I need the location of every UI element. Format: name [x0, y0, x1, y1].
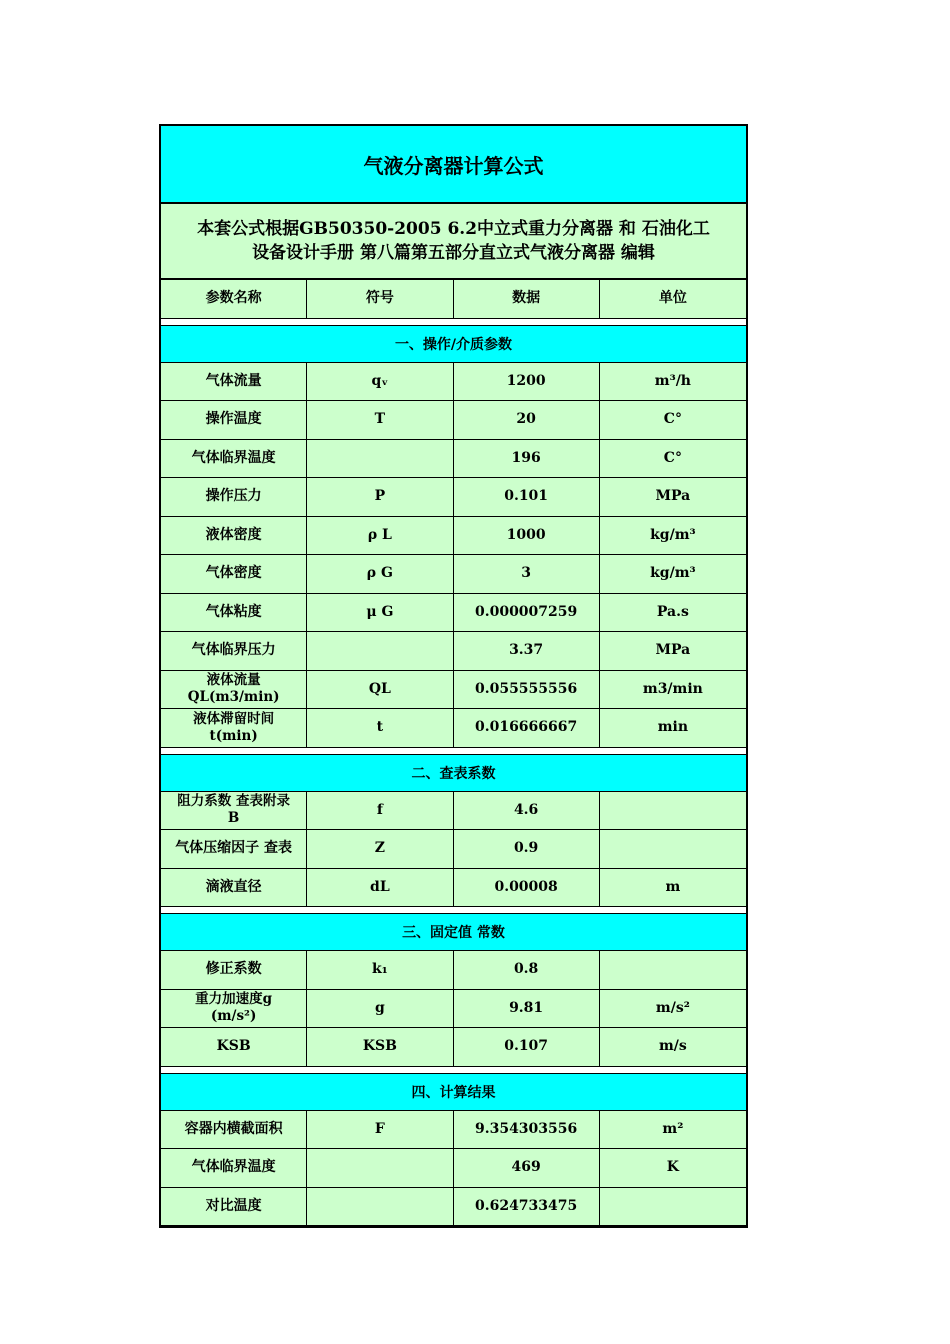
param-name	[161, 709, 307, 747]
param-value: 0.000007259	[454, 594, 600, 632]
param-symbol: P	[307, 478, 453, 516]
param-symbol: ρ L	[307, 517, 453, 555]
param-name: 操作压力	[161, 478, 307, 516]
table-row	[161, 363, 746, 402]
param-name: 气体临界压力	[161, 632, 307, 670]
param-value: 0.8	[454, 951, 600, 989]
table-row	[161, 555, 746, 594]
param-unit: K	[600, 1149, 746, 1187]
param-symbol	[307, 440, 453, 478]
table-row	[161, 401, 746, 440]
table-row	[161, 830, 746, 869]
param-symbol: F	[307, 1111, 453, 1149]
param-name: 液体密度	[161, 517, 307, 555]
param-unit: m³/h	[600, 363, 746, 401]
param-name: 气体压缩因子 查表	[161, 830, 307, 868]
section-title: 一、操作/介质参数	[161, 325, 746, 363]
sheet-subtitle	[161, 204, 746, 280]
table-row	[161, 671, 746, 710]
table-row	[161, 792, 746, 831]
table-row	[161, 1028, 746, 1067]
param-value: 0.101	[454, 478, 600, 516]
param-value: 20	[454, 401, 600, 439]
header-symbol: 符号	[307, 280, 453, 318]
header-value: 数据	[454, 280, 600, 318]
header-row	[161, 280, 746, 319]
table-row	[161, 1188, 746, 1227]
param-symbol: t	[307, 709, 453, 747]
param-symbol: QL	[307, 671, 453, 709]
param-unit: kg/m³	[600, 517, 746, 555]
param-unit: kg/m³	[600, 555, 746, 593]
header-unit: 单位	[600, 280, 746, 318]
table-row	[161, 709, 746, 748]
param-unit	[600, 1188, 746, 1226]
param-unit: MPa	[600, 478, 746, 516]
param-name	[161, 671, 307, 709]
table-row	[161, 951, 746, 990]
param-unit: m²	[600, 1111, 746, 1149]
param-name-line-1: 重力加速度g	[195, 991, 273, 1008]
param-name: 修正系数	[161, 951, 307, 989]
param-name: 滴液直径	[161, 869, 307, 907]
param-name: KSB	[161, 1028, 307, 1066]
param-symbol: qᵥ	[307, 363, 453, 401]
param-name: 气体密度	[161, 555, 307, 593]
param-value: 0.9	[454, 830, 600, 868]
section-title: 三、固定值 常数	[161, 913, 746, 951]
param-unit: Pa.s	[600, 594, 746, 632]
param-value: 0.00008	[454, 869, 600, 907]
subtitle-line-1: 本套公式根据GB50350-2005 6.2中立式重力分离器 和 石油化工	[197, 219, 710, 239]
table-row	[161, 440, 746, 479]
param-value: 3.37	[454, 632, 600, 670]
param-symbol: Z	[307, 830, 453, 868]
table-row	[161, 594, 746, 633]
param-name-line-1: 液体流量	[206, 672, 261, 689]
param-symbol: dL	[307, 869, 453, 907]
param-value: 1000	[454, 517, 600, 555]
param-unit: MPa	[600, 632, 746, 670]
param-unit: C°	[600, 401, 746, 439]
param-unit: m/s	[600, 1028, 746, 1066]
param-value: 0.107	[454, 1028, 600, 1066]
param-name-line-2: t(min)	[209, 727, 258, 744]
param-name	[161, 792, 307, 830]
param-value: 9.354303556	[454, 1111, 600, 1149]
subtitle-line-2: 设备设计手册 第八篇第五部分直立式气液分离器 编辑	[252, 243, 655, 263]
param-value: 196	[454, 440, 600, 478]
section-title: 四、计算结果	[161, 1073, 746, 1111]
param-unit: m/s²	[600, 990, 746, 1028]
param-name-line-2: (m/s²)	[210, 1008, 257, 1025]
param-value: 1200	[454, 363, 600, 401]
param-value: 3	[454, 555, 600, 593]
param-symbol: f	[307, 792, 453, 830]
param-symbol: g	[307, 990, 453, 1028]
param-symbol: k₁	[307, 951, 453, 989]
param-value: 0.016666667	[454, 709, 600, 747]
table-row	[161, 1111, 746, 1150]
param-name: 容器内横截面积	[161, 1111, 307, 1149]
param-name: 气体流量	[161, 363, 307, 401]
table-row	[161, 632, 746, 671]
param-value: 469	[454, 1149, 600, 1187]
param-value: 9.81	[454, 990, 600, 1028]
table-row	[161, 990, 746, 1029]
param-unit: C°	[600, 440, 746, 478]
param-value: 0.624733475	[454, 1188, 600, 1226]
param-symbol: KSB	[307, 1028, 453, 1066]
param-symbol	[307, 1188, 453, 1226]
section-title: 二、查表系数	[161, 754, 746, 792]
param-unit: m3/min	[600, 671, 746, 709]
param-name: 操作温度	[161, 401, 307, 439]
param-name-line-2: QL(m3/min)	[187, 689, 280, 706]
param-unit	[600, 951, 746, 989]
param-symbol	[307, 1149, 453, 1187]
sections-container	[161, 319, 746, 1227]
table-row	[161, 869, 746, 908]
param-name-line-1: 阻力系数 查表附录	[177, 793, 290, 810]
table-row	[161, 517, 746, 556]
param-name-line-2: B	[227, 810, 240, 827]
param-name: 气体粘度	[161, 594, 307, 632]
param-name: 对比温度	[161, 1188, 307, 1226]
param-value: 0.055555556	[454, 671, 600, 709]
table-row	[161, 1149, 746, 1188]
header-name: 参数名称	[161, 280, 307, 318]
param-name: 气体临界温度	[161, 440, 307, 478]
param-name-line-1: 液体滞留时间	[193, 710, 275, 727]
table-row	[161, 478, 746, 517]
param-symbol	[307, 632, 453, 670]
param-value: 4.6	[454, 792, 600, 830]
param-name: 气体临界温度	[161, 1149, 307, 1187]
param-symbol: ρ G	[307, 555, 453, 593]
param-symbol: μ G	[307, 594, 453, 632]
param-unit	[600, 792, 746, 830]
param-unit: min	[600, 709, 746, 747]
param-name	[161, 990, 307, 1028]
sheet-title: 气液分离器计算公式	[161, 126, 746, 204]
param-unit	[600, 830, 746, 868]
param-symbol: T	[307, 401, 453, 439]
param-unit: m	[600, 869, 746, 907]
calc-sheet	[159, 124, 748, 1228]
